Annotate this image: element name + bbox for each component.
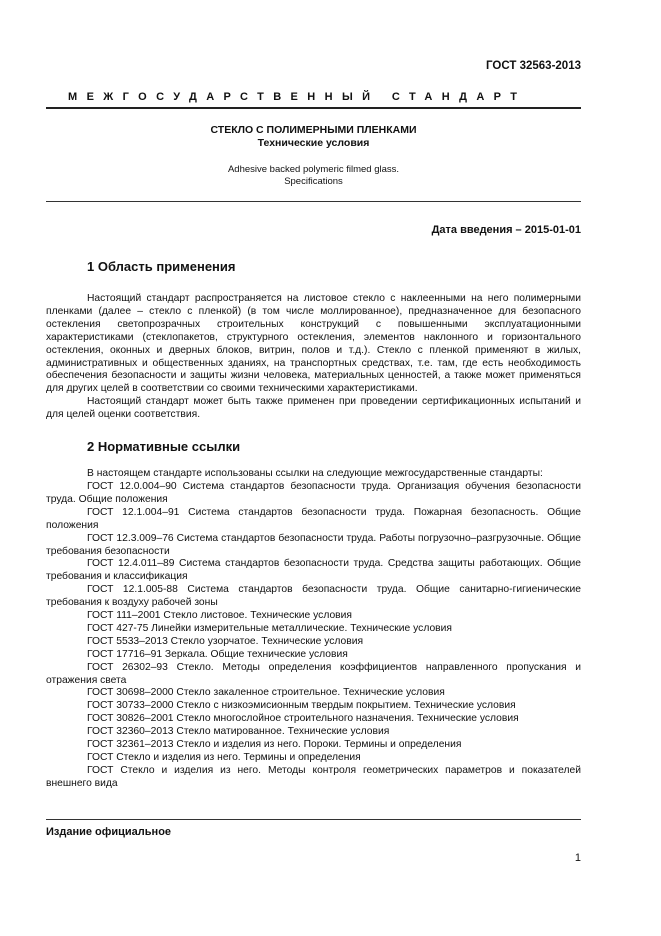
reference-item: ГОСТ 12.0.004–90 Система стандартов безопасности труда. Организация обучения безопасности труда. Общие положения (46, 480, 581, 505)
document-number: ГОСТ 32563-2013 (486, 60, 581, 72)
page-number: 1 (574, 852, 581, 864)
reference-item: ГОСТ Стекло и изделия из него. Термины и определения (87, 752, 361, 763)
section-2-heading: 2 Нормативные ссылки (87, 439, 241, 455)
interstate-standard-banner: МЕЖГОСУДАРСТВЕННЫЙ СТАНДАРТ (68, 91, 527, 103)
effective-date: Дата введения – 2015-01-01 (431, 224, 581, 236)
english-title: Adhesive backed polymeric filmed glass. (227, 164, 400, 175)
reference-item: ГОСТ 12.4.011–89 Система стандартов безопасности труда. Средства защиты работающих. Общие требования и классификация (46, 558, 581, 583)
section-1-paragraph-2: Настоящий стандарт может быть также применен при проведении сертификационных испытаний и для целей оценки соответствия. (46, 396, 581, 421)
reference-item: ГОСТ 17716–91 Зеркала. Общие технические условия (87, 648, 348, 660)
reference-item: ГОСТ 12.1.004–91 Система стандартов безопасности труда. Пожарная безопасность. Общие положения (46, 506, 581, 531)
reference-item: ГОСТ 30733–2000 Стекло с низкоэмисионным твердым покрытием. Технические условия (87, 700, 516, 712)
document-subtitle: Технические условия (257, 137, 370, 149)
section-2-intro: В настоящем стандарте использованы ссылки на следующие межгосударственные стандарты: (87, 468, 543, 480)
normative-references-list (46, 481, 581, 791)
official-edition-label: Издание официальное (46, 826, 172, 838)
reference-item: ГОСТ Стекло и изделия из него. Методы контроля геометрических параметров и показателей внешнего вида (46, 764, 581, 789)
footer-divider (46, 819, 581, 820)
reference-item: ГОСТ 30826–2001 Стекло многослойное строительного назначения. Технические условия (87, 713, 519, 725)
header-divider (46, 107, 581, 109)
title-divider (46, 201, 581, 202)
section-1-heading: 1 Область применения (87, 259, 236, 274)
reference-item: ГОСТ 26302–93 Стекло. Методы определения коэффициентов направленного пропускания и отражения света (46, 661, 581, 686)
reference-item: ГОСТ 111–2001 Стекло листовое. Технические условия (87, 610, 352, 622)
document-title: СТЕКЛО С ПОЛИМЕРНЫМИ ПЛЕНКАМИ (210, 124, 417, 136)
section-1-paragraph-1: Настоящий стандарт распространяется на листовое стекло с наклеенными на него полимерными пленками (далее – стекло с пленкой) (в том числе моллированное), предназначенное для безопасного остекления светопрозрачных строительных конструкций с повышенными эксплуатационными характеристиками (стеклопакетов, структурного остекления, элементов наклонного и горизонтального остекления, оконных и дверных блоков, витрин, полов и т.д.). Стекло с пленкой применяют в жилых, административных и общественных зданиях, на транспортных средствах, т.е. там, где есть необходимость обеспечения безопасности и защиты жизни человека, материальных ценностей, а также может применяться для других целей в соответствии со своими техническими характеристиками. (46, 293, 581, 395)
reference-item: ГОСТ 5533–2013 Стекло узорчатое. Технические условия (87, 635, 364, 647)
reference-item: ГОСТ 427-75 Линейки измерительные металлические. Технические условия (87, 622, 452, 634)
reference-item: ГОСТ 12.1.005-88 Система стандартов безопасности труда. Общие санитарно-гигиенические требования к воздуху рабочей зоны (46, 584, 581, 609)
title-block (46, 124, 581, 188)
reference-item: ГОСТ 32361–2013 Стекло и изделия из него. Пороки. Термины и определения (87, 739, 462, 751)
reference-item: ГОСТ 12.3.009–76 Система стандартов безопасности труда. Работы погрузочно–разгрузочные. Общие требования безопасности (46, 532, 581, 557)
reference-item: ГОСТ 30698–2000 Стекло закаленное строительное. Технические условия (87, 687, 445, 699)
reference-item: ГОСТ 32360–2013 Стекло матированное. Технические условия (87, 726, 390, 738)
english-subtitle: Specifications (284, 176, 343, 187)
